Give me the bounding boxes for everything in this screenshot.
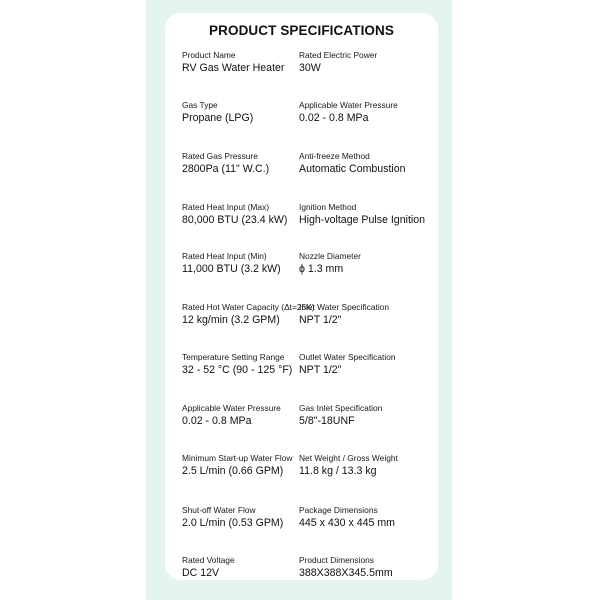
spec-label: Gas Inlet Specification [299,403,383,413]
spec-hot-water-capacity [182,302,315,326]
spec-inlet-water [299,302,389,326]
spec-gas-inlet [299,403,382,427]
spec-value: RV Gas Water Heater [182,62,285,74]
spec-label: Rated Electric Power [299,50,378,60]
spec-label: Product Name [182,50,236,60]
spec-min-startup-flow [182,453,292,477]
spec-label: Anti-freeze Method [299,151,370,161]
spec-value: 32 - 52 °C (90 - 125 °F) [182,364,293,376]
spec-label: Temperature Setting Range [182,352,285,362]
spec-product-dimensions [299,555,393,579]
spec-water-pressure [182,403,281,427]
spec-gas-type [182,100,253,124]
spec-label: Net Weight / Gross Weight [299,453,398,463]
spec-card [165,13,438,580]
spec-label: Gas Type [182,100,218,110]
spec-product-name [182,50,284,74]
spec-heat-input-max [182,202,287,226]
spec-value: 0.02 - 0.8 MPa [182,415,252,427]
spec-outlet-water [299,352,396,376]
spec-value: 2.5 L/min (0.66 GPM) [182,465,284,477]
spec-rated-voltage [182,555,235,579]
spec-value: 80,000 BTU (23.4 kW) [182,214,288,226]
spec-package-dimensions [299,505,395,529]
spec-electric-power [299,50,377,74]
spec-label: Rated Voltage [182,555,235,565]
spec-value: Automatic Combustion [299,163,406,175]
spec-shutoff-flow [182,505,283,529]
spec-rated-gas-pressure [182,151,269,175]
spec-applicable-water-pressure [299,100,398,124]
spec-value: NPT 1/2" [299,314,342,326]
spec-value: 5/8"-18UNF [299,415,355,427]
spec-label: Nozzle Diameter [299,251,361,261]
spec-heat-input-min [182,251,281,275]
spec-value: Propane (LPG) [182,112,254,124]
spec-label: Rated Heat Input (Min) [182,251,267,261]
spec-label: Rated Hot Water Capacity (Δt=25K) [182,302,315,312]
spec-value: High-voltage Pulse Ignition [299,214,426,226]
spec-value: ϕ 1.3 mm [299,263,344,275]
spec-value: 388X388X345.5mm [299,567,393,579]
spec-label: Package Dimensions [299,505,378,515]
spec-label: Minimum Start-up Water Flow [182,453,293,463]
spec-value: NPT 1/2" [299,364,342,376]
spec-value: 2.0 L/min (0.53 GPM) [182,517,284,529]
spec-label: Product Dimensions [299,555,374,565]
spec-value: 11.8 kg / 13.3 kg [299,465,377,477]
spec-value: 445 x 430 x 445 mm [299,517,395,529]
spec-label: Applicable Water Pressure [182,403,281,413]
spec-label: Outlet Water Specification [299,352,396,362]
spec-label: Inlet Water Specification [299,302,389,312]
spec-label: Rated Heat Input (Max) [182,202,270,212]
spec-value: 2800Pa (11" W.C.) [182,163,270,175]
spec-value: 12 kg/min (3.2 GPM) [182,314,280,326]
spec-weight [299,453,398,477]
spec-value: 11,000 BTU (3.2 kW) [182,263,281,275]
spec-label: Ignition Method [299,202,357,212]
spec-value: 0.02 - 0.8 MPa [299,112,369,124]
page-title: PRODUCT SPECIFICATIONS [209,23,394,38]
spec-value: 30W [299,62,321,74]
spec-nozzle-diameter [299,251,361,275]
spec-label: Shut-off Water Flow [182,505,256,515]
spec-temperature-range [182,352,292,376]
spec-label: Applicable Water Pressure [299,100,398,110]
spec-ignition-method [299,202,425,226]
spec-anti-freeze [299,151,406,175]
spec-label: Rated Gas Pressure [182,151,258,161]
spec-value: DC 12V [182,567,220,579]
